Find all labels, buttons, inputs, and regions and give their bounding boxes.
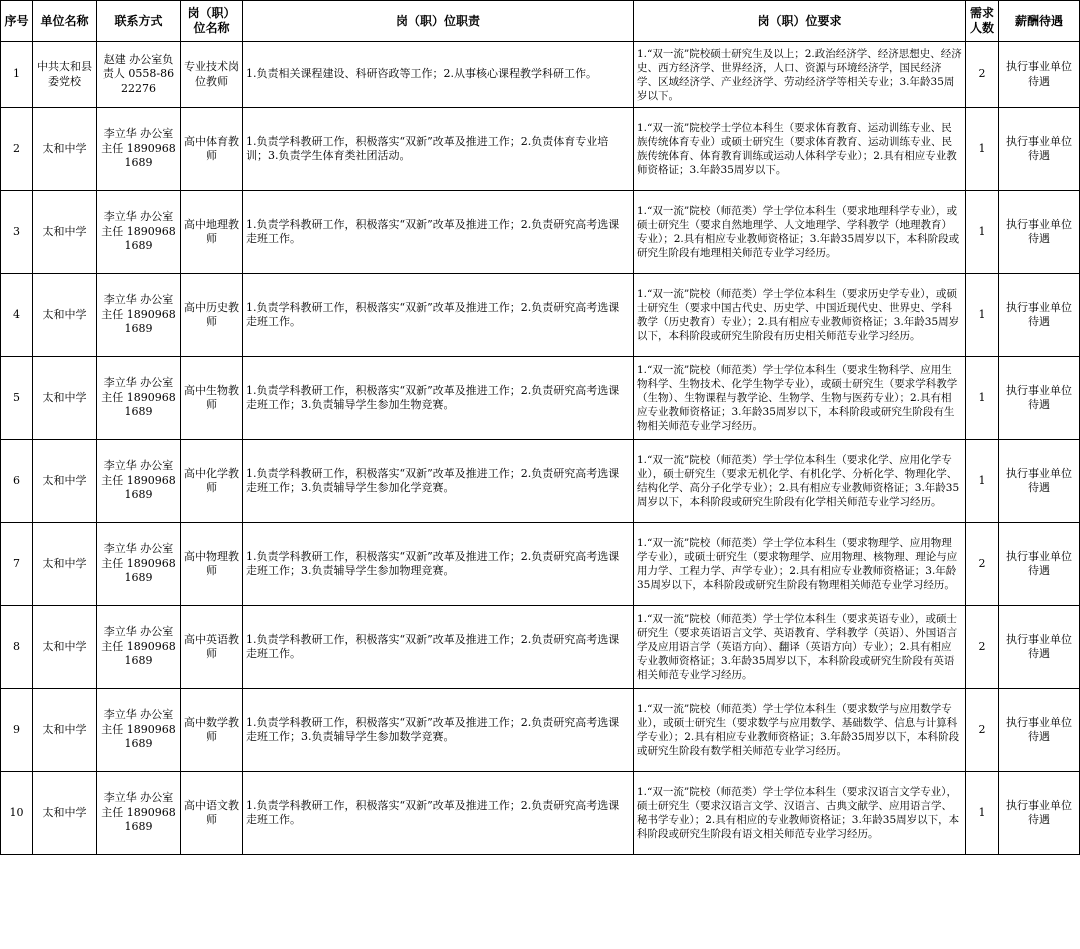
row-count: 1	[966, 108, 999, 191]
row-salary: 执行事业单位待遇	[999, 772, 1080, 855]
row-salary: 执行事业单位待遇	[999, 274, 1080, 357]
row-count: 2	[966, 523, 999, 606]
row-position: 高中历史教师	[181, 274, 243, 357]
row-contact: 李立华 办公室主任 18909681689	[97, 274, 181, 357]
row-salary: 执行事业单位待遇	[999, 191, 1080, 274]
row-duties: 1.负责学科教研工作，积极落实“双新”改革及推进工作；2.负责研究高考选课走班工作；3.负责辅导学生参加数学竞赛。	[243, 689, 634, 772]
row-count: 2	[966, 606, 999, 689]
row-contact: 李立华 办公室主任 18909681689	[97, 108, 181, 191]
table-row	[1, 440, 1080, 523]
header-index: 序号	[1, 1, 33, 42]
row-count: 2	[966, 689, 999, 772]
row-index: 8	[1, 606, 33, 689]
row-position: 高中英语教师	[181, 606, 243, 689]
row-duties: 1.负责学科教研工作，积极落实“双新”改革及推进工作；2.负责研究高考选课走班工作；3.负责辅导学生参加化学竞赛。	[243, 440, 634, 523]
row-salary: 执行事业单位待遇	[999, 42, 1080, 108]
row-requirements: 1.“双一流”院校（师范类）学士学位本科生（要求英语专业），或硕士研究生（要求英语语言文学、英语教育、学科教学（英语）、外国语言学及应用语言学（英语方向）、翻译（英语方向）专业）；2.具有相应专业教师资格证；3.年龄35周岁以下，本科阶段或研究生阶段有英语相关师范专业学习经历。	[634, 606, 966, 689]
row-duties: 1.负责学科教研工作，积极落实“双新”改革及推进工作；2.负责研究高考选课走班工作；3.负责辅导学生参加物理竞赛。	[243, 523, 634, 606]
row-position: 高中生物教师	[181, 357, 243, 440]
row-unit: 太和中学	[33, 440, 97, 523]
row-requirements: 1.“双一流”院校（师范类）学士学位本科生（要求数学与应用数学专业），或硕士研究生（要求数学与应用数学、基础数学、信息与计算科学专业）；2.具有相应专业教师资格证；3.年龄35周岁以下，本科阶段或研究生阶段有数学相关师范专业学习经历。	[634, 689, 966, 772]
row-position: 高中数学教师	[181, 689, 243, 772]
table-row	[1, 772, 1080, 855]
row-position: 专业技术岗位教师	[181, 42, 243, 108]
row-salary: 执行事业单位待遇	[999, 108, 1080, 191]
row-index: 5	[1, 357, 33, 440]
row-index: 2	[1, 108, 33, 191]
row-unit: 太和中学	[33, 274, 97, 357]
table-row	[1, 108, 1080, 191]
table-row	[1, 274, 1080, 357]
row-unit: 太和中学	[33, 523, 97, 606]
header-count: 需求人数	[966, 1, 999, 42]
row-salary: 执行事业单位待遇	[999, 357, 1080, 440]
row-contact: 李立华 办公室主任 18909681689	[97, 357, 181, 440]
row-position: 高中化学教师	[181, 440, 243, 523]
header-row	[1, 1, 1080, 42]
header-position: 岗（职）位名称	[181, 1, 243, 42]
row-duties: 1.负责学科教研工作，积极落实“双新”改革及推进工作；2.负责体育专业培训；3.负责学生体育类社团活动。	[243, 108, 634, 191]
row-count: 1	[966, 772, 999, 855]
header-duties: 岗（职）位职责	[243, 1, 634, 42]
row-salary: 执行事业单位待遇	[999, 689, 1080, 772]
row-contact: 李立华 办公室主任 18909681689	[97, 772, 181, 855]
table-row	[1, 606, 1080, 689]
row-unit: 太和中学	[33, 606, 97, 689]
row-index: 4	[1, 274, 33, 357]
row-contact: 李立华 办公室主任 18909681689	[97, 440, 181, 523]
header-unit: 单位名称	[33, 1, 97, 42]
row-unit: 太和中学	[33, 689, 97, 772]
table-row	[1, 357, 1080, 440]
row-duties: 1.负责学科教研工作，积极落实“双新”改革及推进工作；2.负责研究高考选课走班工作。	[243, 274, 634, 357]
row-requirements: 1.“双一流”院校硕士研究生及以上；2.政治经济学、经济思想史、经济史、西方经济学、世界经济，人口、资源与环境经济学，国民经济学、区域经济学、产业经济学、劳动经济学等相关专业；3.年龄35周岁以下。	[634, 42, 966, 108]
row-duties: 1.负责学科教研工作，积极落实“双新”改革及推进工作；2.负责研究高考选课走班工作。	[243, 772, 634, 855]
table-row	[1, 523, 1080, 606]
row-position: 高中语文教师	[181, 772, 243, 855]
table-row	[1, 689, 1080, 772]
row-index: 3	[1, 191, 33, 274]
row-unit: 太和中学	[33, 357, 97, 440]
row-count: 2	[966, 42, 999, 108]
row-requirements: 1.“双一流”院校（师范类）学士学位本科生（要求地理科学专业），或硕士研究生（要求自然地理学、人文地理学、学科教学（地理教育）专业）；2.具有相应专业教师资格证；3.年龄35周岁以下，本科阶段或研究生阶段有地理相关师范专业学习经历。	[634, 191, 966, 274]
row-requirements: 1.“双一流”院校（师范类）学士学位本科生（要求化学、应用化学专业），硕士研究生（要求无机化学、有机化学、分析化学、物理化学、结构化学、高分子化学专业）；2.具有相应专业教师资格证；3.年龄35周岁以下，本科阶段或研究生阶段有化学相关师范专业学习经历。	[634, 440, 966, 523]
row-requirements: 1.“双一流”院校学士学位本科生（要求体育教育、运动训练专业、民族传统体育专业）或硕士研究生（要求体育教育、运动训练专业、民族传统体育、体育教育训练或运动人体科学专业）；2.具有相应专业教师资格证；3.年龄35周岁以下。	[634, 108, 966, 191]
row-count: 1	[966, 440, 999, 523]
row-position: 高中体育教师	[181, 108, 243, 191]
row-count: 1	[966, 274, 999, 357]
row-requirements: 1.“双一流”院校（师范类）学士学位本科生（要求生物科学、应用生物科学、生物技术、化学生物学专业），或硕士研究生（要求学科教学（生物）、生物课程与教学论、生物学、生物与医药专业）；2.具有相应专业教师资格证；3.年龄35周岁以下，本科阶段或研究生阶段有生物相关师范专业学习经历。	[634, 357, 966, 440]
header-salary: 薪酬待遇	[999, 1, 1080, 42]
table-row	[1, 42, 1080, 108]
row-duties: 1.负责相关课程建设、科研咨政等工作；2.从事核心课程教学科研工作。	[243, 42, 634, 108]
row-requirements: 1.“双一流”院校（师范类）学士学位本科生（要求物理学、应用物理学专业），或硕士研究生（要求物理学、应用物理、核物理、理论与应用力学、工程力学、声学专业）；2.具有相应专业教师资格证；3.年龄35周岁以下，本科阶段或研究生阶段有物理相关师范专业学习经历。	[634, 523, 966, 606]
table-row	[1, 191, 1080, 274]
row-position: 高中物理教师	[181, 523, 243, 606]
row-unit: 中共太和县委党校	[33, 42, 97, 108]
row-requirements: 1.“双一流”院校（师范类）学士学位本科生（要求历史学专业），或硕士研究生（要求中国古代史、历史学、中国近现代史、世界史、学科教学（历史教育）专业）；2.具有相应专业教师资格证；3.年龄35周岁以下，本科阶段或研究生阶段有历史相关师范专业学习经历。	[634, 274, 966, 357]
row-salary: 执行事业单位待遇	[999, 440, 1080, 523]
row-position: 高中地理教师	[181, 191, 243, 274]
row-index: 7	[1, 523, 33, 606]
header-requirements: 岗（职）位要求	[634, 1, 966, 42]
row-duties: 1.负责学科教研工作，积极落实“双新”改革及推进工作；2.负责研究高考选课走班工作。	[243, 191, 634, 274]
row-contact: 李立华 办公室主任 18909681689	[97, 523, 181, 606]
row-salary: 执行事业单位待遇	[999, 606, 1080, 689]
row-duties: 1.负责学科教研工作，积极落实“双新”改革及推进工作；2.负责研究高考选课走班工作；3.负责辅导学生参加生物竞赛。	[243, 357, 634, 440]
row-unit: 太和中学	[33, 772, 97, 855]
row-index: 6	[1, 440, 33, 523]
row-index: 9	[1, 689, 33, 772]
row-unit: 太和中学	[33, 191, 97, 274]
row-index: 1	[1, 42, 33, 108]
row-requirements: 1.“双一流”院校（师范类）学士学位本科生（要求汉语言文学专业），硕士研究生（要求汉语言文学、汉语言、古典文献学、应用语言学、秘书学专业）；2.具有相应的专业教师资格证；3.年龄35周岁以下，本科阶段或研究生阶段有语文相关师范专业学习经历。	[634, 772, 966, 855]
row-duties: 1.负责学科教研工作，积极落实“双新”改革及推进工作；2.负责研究高考选课走班工作。	[243, 606, 634, 689]
row-index: 10	[1, 772, 33, 855]
row-unit: 太和中学	[33, 108, 97, 191]
row-contact: 李立华 办公室主任 18909681689	[97, 689, 181, 772]
row-count: 1	[966, 191, 999, 274]
row-contact: 李立华 办公室主任 18909681689	[97, 191, 181, 274]
row-count: 1	[966, 357, 999, 440]
header-contact: 联系方式	[97, 1, 181, 42]
row-contact: 李立华 办公室主任 18909681689	[97, 606, 181, 689]
row-contact: 赵建 办公室负责人 0558-8622276	[97, 42, 181, 108]
row-salary: 执行事业单位待遇	[999, 523, 1080, 606]
